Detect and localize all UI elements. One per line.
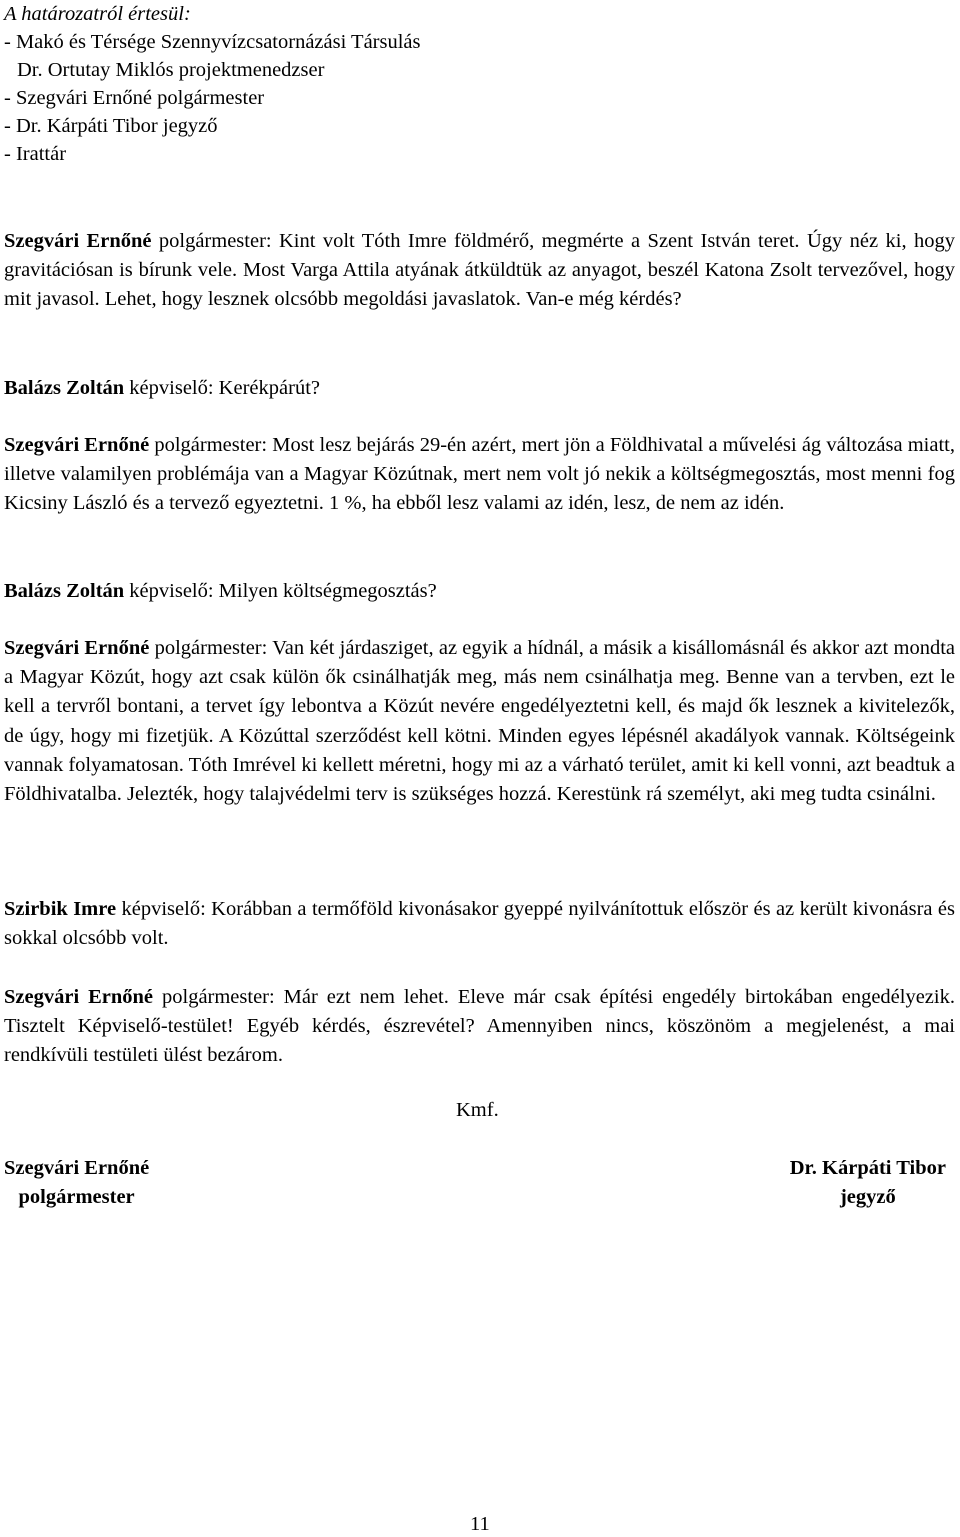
speaker-name: Szirbik Imre [4,898,117,920]
paragraph [4,983,955,1071]
paragraph-text: polgármester: Már ezt nem lehet. Eleve már csak építési engedély birtokában engedélyezik. Tisztelt Képviselő-testület! Egyéb kérdés, észrevétel? Amennyiben nincs, köszönöm a megjelenést, a mai rendkívüli testületi ülést bezárom. [4,986,955,1067]
speaker-name: Szegvári Ernőné [4,637,150,659]
notification-item: - Szegvári Ernőné polgármester [4,87,265,109]
speaker-name: Balázs Zoltán [4,377,125,399]
paragraph-text: képviselő: Korábban a termőföld kivonásakor gyeppé nyilvánítottuk először és az került kivonásra és sokkal olcsóbb volt. [4,898,955,950]
signature-mayor [4,1154,149,1212]
notification-item: Dr. Ortutay Miklós projektmenedzser [17,59,325,81]
notification-list [4,0,421,168]
paragraph [4,577,955,606]
speaker-name: Szegvári Ernőné [4,434,150,456]
speaker-name: Szegvári Ernőné [4,986,154,1008]
kmf-label: Kmf. [456,1099,499,1121]
paragraph-text: képviselő: Kerékpárút? [124,377,320,399]
paragraph-text: polgármester: Van két járdasziget, az egyik a hídnál, a másik a kisállomásnál és akkor azt mondta a Magyar Közút, hogy azt csak külön ők csinálhatják meg, más nem csinálhatja meg. Benne van a tervben, ezt le kell a tervről bontani, a tervet így lebontva a Közút nevére engedélyeztetni kell, és majd ők lesznek a kivitelezők, de úgy, hogy mi fizetjük. A Közúttal szerződést kell kötni. Minden egyes lépésnél akadályok vannak. Költségeink vannak folyamatosan. Tóth Imrével ki kellett méretni, hogy mi az a várható terület, amit ki kell vonni, azt beadtuk a Földhivatalba. Jelezték, hogy talajvédelmi terv is szükséges hozzá. Kerestünk rá személyt, aki meg tudta csinálni. [4,637,955,806]
signature-notary [790,1154,946,1212]
paragraph-text: képviselő: Milyen költségmegosztás? [124,580,437,602]
notification-heading: A határozatról értesül: [4,3,191,25]
speaker-name: Balázs Zoltán [4,580,125,602]
speaker-name: Szegvári Ernőné [4,230,152,252]
paragraph [4,634,955,809]
signatory-name: Dr. Kárpáti Tibor [789,1157,946,1179]
paragraph [4,431,955,519]
signatory-title: jegyző [839,1186,896,1208]
notification-item: - Makó és Térsége Szennyvízcsatornázási Társulás [4,31,421,53]
signatory-name: Szegvári Ernőné [4,1157,150,1179]
paragraph [4,895,955,953]
signatory-title: polgármester [18,1186,135,1208]
notification-item: - Dr. Kárpáti Tibor jegyző [4,115,218,137]
paragraph [4,374,955,403]
page-number: 11 [470,1513,490,1535]
paragraph-text: polgármester: Most lesz bejárás 29-én azért, mert jön a Földhivatal a művelési ág változása miatt, illetve valamilyen problémája van a Magyar Közútnak, mert nem volt jó nekik a költségmegosztás, most menni fog Kicsiny László és a tervező egyeztetni. 1 %, ha ebből lesz valami az idén, lesz, de nem az idén. [4,434,955,515]
paragraph-text: polgármester: Kint volt Tóth Imre földmérő, megmérte a Szent István teret. Úgy néz ki, hogy gravitációsan is bírunk vele. Most Varga Attila atyának átküldtük az anyagot, beszél Katona Zsolt tervezővel, hogy mit javasol. Lehet, hogy lesznek olcsóbb megoldási javaslatok. Van-e még kérdés? [4,230,955,311]
paragraph [4,227,955,315]
notification-item: - Irattár [4,143,67,165]
